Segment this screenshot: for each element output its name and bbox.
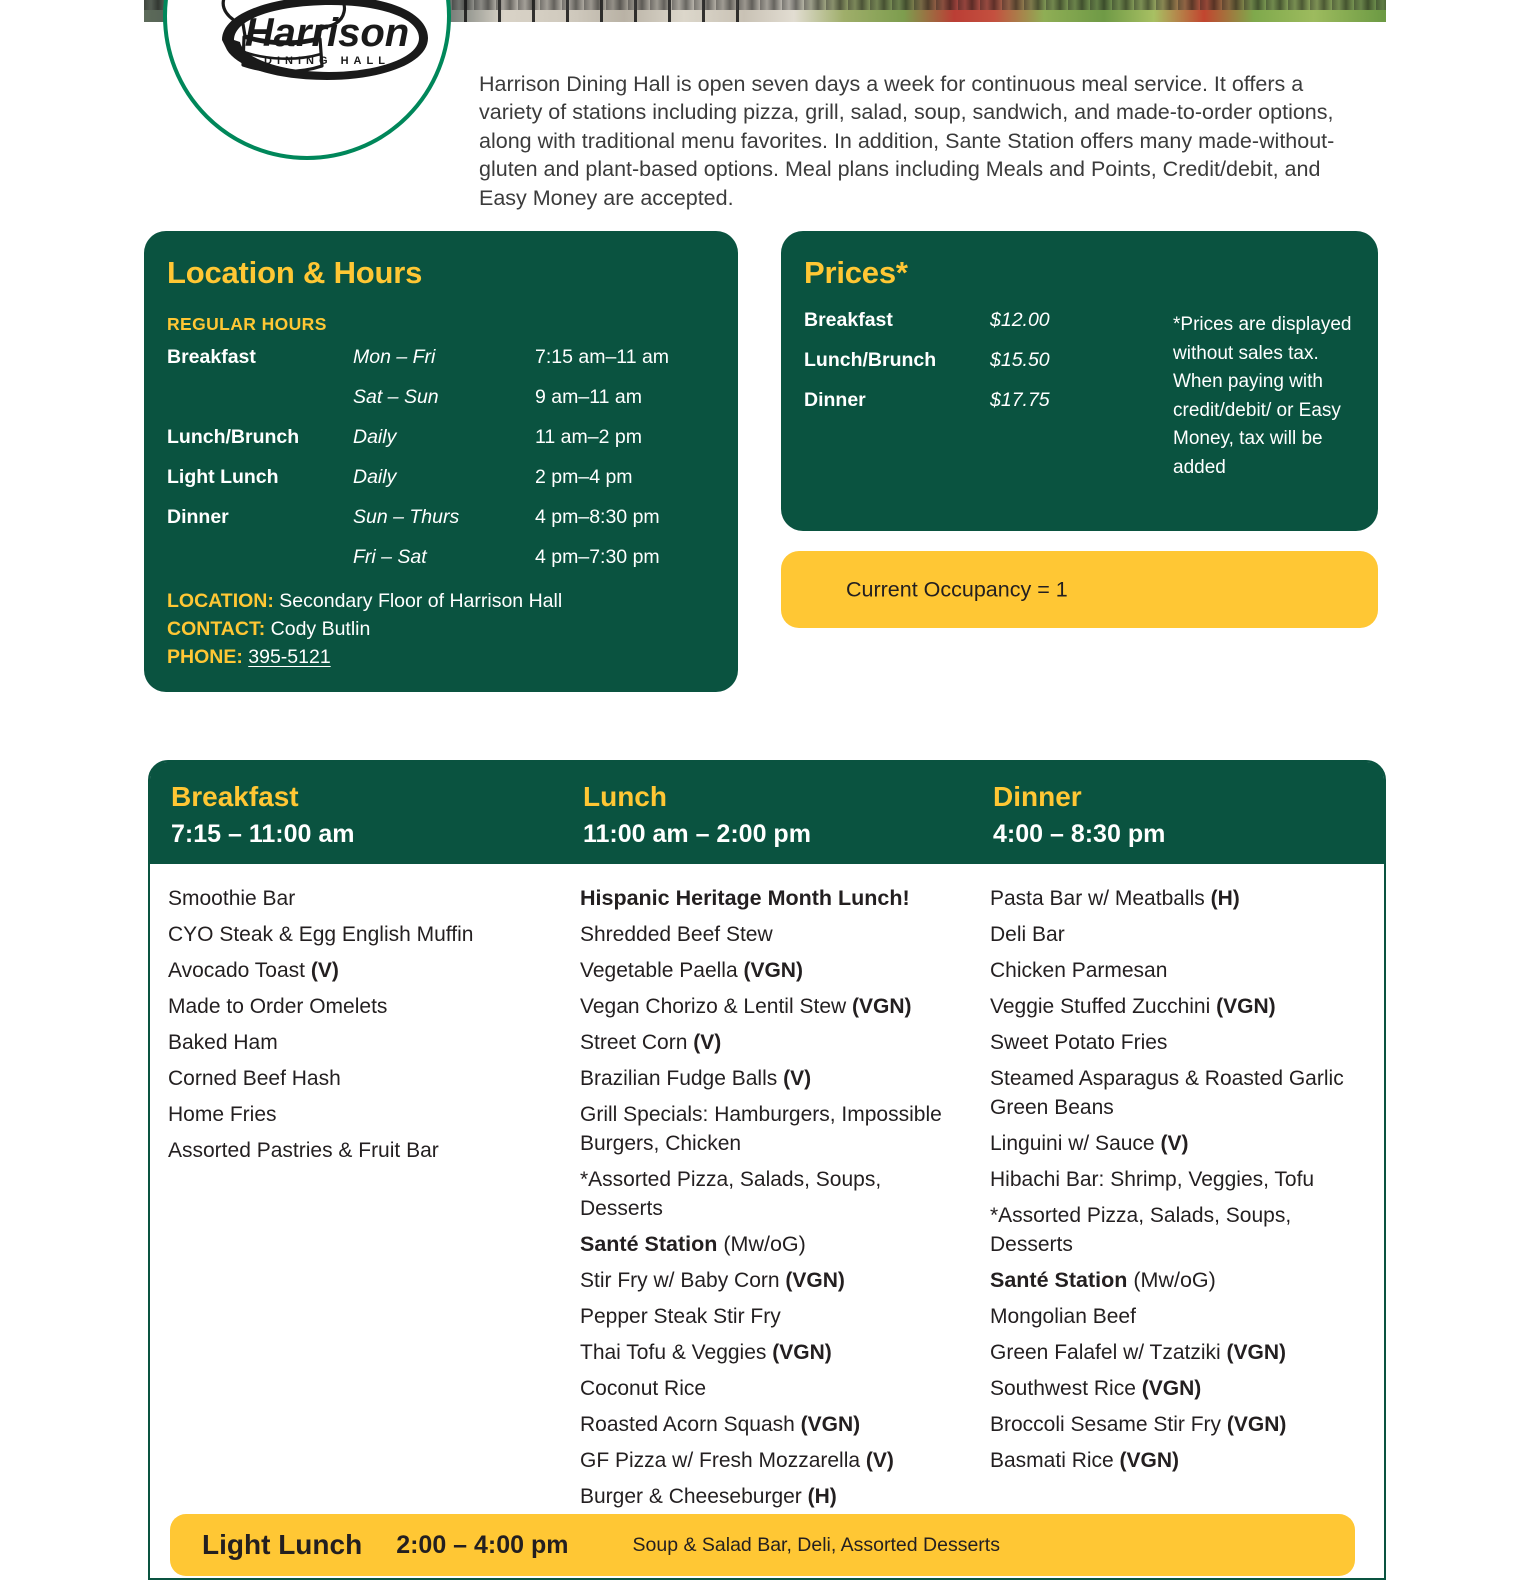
chef-hat-logo-icon (181, 0, 441, 130)
price-row (804, 309, 1050, 349)
regular-hours-subheading: REGULAR HOURS (167, 314, 327, 334)
menu-item: Veggie Stuffed Zucchini (VGN) (990, 995, 1276, 1018)
menu-item: Shredded Beef Stew (580, 923, 773, 946)
menu-item: Mongolian Beef (990, 1305, 1136, 1328)
menu-item: Stir Fry w/ Baby Corn (VGN) (580, 1269, 845, 1292)
menu-item: CYO Steak & Egg English Muffin (168, 923, 474, 946)
menu-header-breakfast (150, 762, 562, 864)
menu-column-title: Lunch (583, 781, 667, 812)
hours-meal (167, 386, 353, 426)
menu-item: Thai Tofu & Veggies (VGN) (580, 1341, 832, 1364)
menu-item: Coconut Rice (580, 1377, 707, 1400)
menu-item: Assorted Pastries & Fruit Bar (168, 1139, 439, 1162)
prices-card-title: Prices* (804, 255, 908, 290)
prices-table (804, 309, 1050, 429)
menu-list-breakfast (150, 884, 562, 1518)
light-lunch-title: Light Lunch (202, 1529, 363, 1560)
menu-item: Vegan Chorizo & Lentil Stew (VGN) (580, 995, 912, 1018)
menu-item: Hibachi Bar: Shrimp, Veggies, Tofu (990, 1168, 1315, 1191)
hours-card-title: Location & Hours (167, 255, 423, 290)
contact-block (167, 587, 562, 671)
contact-value: Cody Butlin (270, 618, 371, 640)
hours-meal: Dinner (167, 506, 229, 528)
hours-time: 9 am–11 am (535, 386, 642, 408)
hours-row (167, 546, 707, 586)
menu-item: *Assorted Pizza, Salads, Soups, Desserts (580, 1168, 882, 1220)
price-meal: Lunch/Brunch (804, 349, 937, 371)
hours-row (167, 386, 707, 426)
menu-column-title: Breakfast (171, 781, 299, 812)
hours-meal: Breakfast (167, 346, 256, 368)
price-row (804, 349, 1050, 389)
menu-column-title: Dinner (993, 781, 1082, 812)
dining-hall-description: Harrison Dining Hall is open seven days a week for continuous meal service. It offers a variety of stations including pizza, grill, salad, soup, sandwich, and made-to-order options, along with traditional menu favorites. In addition, Sante Station offers many made-without-gluten and plant-based options. Meal plans including Meals and Points, Credit/debit, and Easy Money are accepted. (479, 71, 1335, 210)
price-row (804, 389, 1050, 429)
menu-header-dinner (972, 762, 1382, 864)
menu-item: *Assorted Pizza, Salads, Soups, Desserts (990, 1204, 1292, 1256)
hours-days: Sat – Sun (353, 386, 439, 408)
svg-text:Harrison: Harrison (244, 11, 410, 55)
menu-list-dinner (972, 884, 1382, 1518)
price-value: $17.75 (990, 389, 1050, 411)
menu-item: Smoothie Bar (168, 887, 296, 910)
hours-table (167, 346, 707, 586)
svg-text:DINING HALL: DINING HALL (264, 55, 390, 67)
menu-item: Santé Station (Mw/oG) (990, 1268, 1216, 1292)
prices-card (781, 231, 1378, 531)
menu-item: Basmati Rice (VGN) (990, 1449, 1180, 1472)
hours-days: Mon – Fri (353, 346, 436, 368)
hours-row (167, 466, 707, 506)
menu-item: Street Corn (V) (580, 1031, 722, 1054)
menu-item: Baked Ham (168, 1031, 278, 1054)
price-meal: Dinner (804, 389, 866, 411)
price-meal: Breakfast (804, 309, 893, 331)
prices-disclaimer: *Prices are displayed without sales tax. When paying with credit/debit/ or Easy Money, tax will be added (1173, 314, 1352, 478)
menu-item: Home Fries (168, 1103, 277, 1126)
hours-time: 4 pm–7:30 pm (535, 546, 660, 568)
hours-row (167, 506, 707, 546)
menu-column-time: 7:15 – 11:00 am (171, 820, 355, 848)
harrison-dining-hall-logo (163, 0, 451, 160)
menu-item: GF Pizza w/ Fresh Mozzarella (V) (580, 1449, 894, 1472)
hours-time: 7:15 am–11 am (535, 346, 670, 368)
location-and-hours-card (144, 231, 738, 692)
menu-item: Vegetable Paella (VGN) (580, 959, 803, 982)
menu-item: Avocado Toast (V) (168, 959, 339, 982)
hours-days: Fri – Sat (353, 546, 427, 568)
hours-days: Daily (353, 466, 397, 488)
menu-item: Broccoli Sesame Stir Fry (VGN) (990, 1413, 1287, 1436)
price-value: $12.00 (990, 309, 1050, 331)
menu-column-time: 4:00 – 8:30 pm (993, 820, 1166, 848)
light-lunch-time: 2:00 – 4:00 pm (396, 1530, 569, 1559)
location-value: Secondary Floor of Harrison Hall (279, 590, 563, 612)
phone-link[interactable]: 395-5121 (248, 646, 331, 668)
menu-item: Brazilian Fudge Balls (V) (580, 1067, 812, 1090)
menu-item: Pasta Bar w/ Meatballs (H) (990, 887, 1240, 910)
light-lunch-banner (170, 1514, 1355, 1576)
menu-item: Made to Order Omelets (168, 995, 388, 1018)
menu-item: Steamed Asparagus & Roasted Garlic Green Beans (990, 1067, 1344, 1119)
location-line (167, 587, 562, 615)
menu-items-row (150, 864, 1384, 1518)
hours-row (167, 346, 707, 386)
light-lunch-items: Soup & Salad Bar, Deli, Assorted Desserts (632, 1533, 1000, 1556)
phone-line (167, 643, 562, 671)
menu-item: Sweet Potato Fries (990, 1031, 1168, 1054)
hours-row (167, 426, 707, 466)
hours-time: 11 am–2 pm (535, 426, 642, 448)
menu-item: Linguini w/ Sauce (V) (990, 1132, 1189, 1155)
hours-days: Sun – Thurs (353, 506, 460, 528)
menu-item: Roasted Acorn Squash (VGN) (580, 1413, 861, 1436)
menu-item: Southwest Rice (VGN) (990, 1377, 1202, 1400)
current-occupancy-text: Current Occupancy = 1 (846, 577, 1068, 601)
menu-item: Corned Beef Hash (168, 1067, 341, 1090)
hours-meal: Lunch/Brunch (167, 426, 300, 448)
contact-line (167, 615, 562, 643)
menu-item: Hispanic Heritage Month Lunch! (580, 886, 910, 910)
price-value: $15.50 (990, 349, 1050, 371)
hours-time: 2 pm–4 pm (535, 466, 633, 488)
menu-header-lunch (562, 762, 972, 864)
daily-menu-card (148, 760, 1386, 1580)
menu-list-lunch (562, 884, 972, 1518)
location-label: LOCATION: (167, 590, 274, 612)
hours-meal: Light Lunch (167, 466, 279, 488)
menu-header-row (150, 762, 1384, 864)
menu-column-time: 11:00 am – 2:00 pm (583, 820, 811, 848)
hours-time: 4 pm–8:30 pm (535, 506, 660, 528)
menu-item: Grill Specials: Hamburgers, Impossible Burgers, Chicken (580, 1103, 942, 1155)
hours-meal (167, 546, 353, 586)
menu-item: Burger & Cheeseburger (H) (580, 1485, 837, 1508)
phone-label: PHONE: (167, 646, 243, 668)
menu-item: Deli Bar (990, 923, 1065, 946)
hours-days: Daily (353, 426, 397, 448)
current-occupancy-banner (781, 551, 1378, 628)
menu-item: Pepper Steak Stir Fry (580, 1305, 781, 1328)
menu-item: Green Falafel w/ Tzatziki (VGN) (990, 1341, 1287, 1364)
contact-label: CONTACT: (167, 618, 266, 640)
menu-item: Santé Station (Mw/oG) (580, 1232, 806, 1256)
menu-item: Chicken Parmesan (990, 959, 1168, 982)
